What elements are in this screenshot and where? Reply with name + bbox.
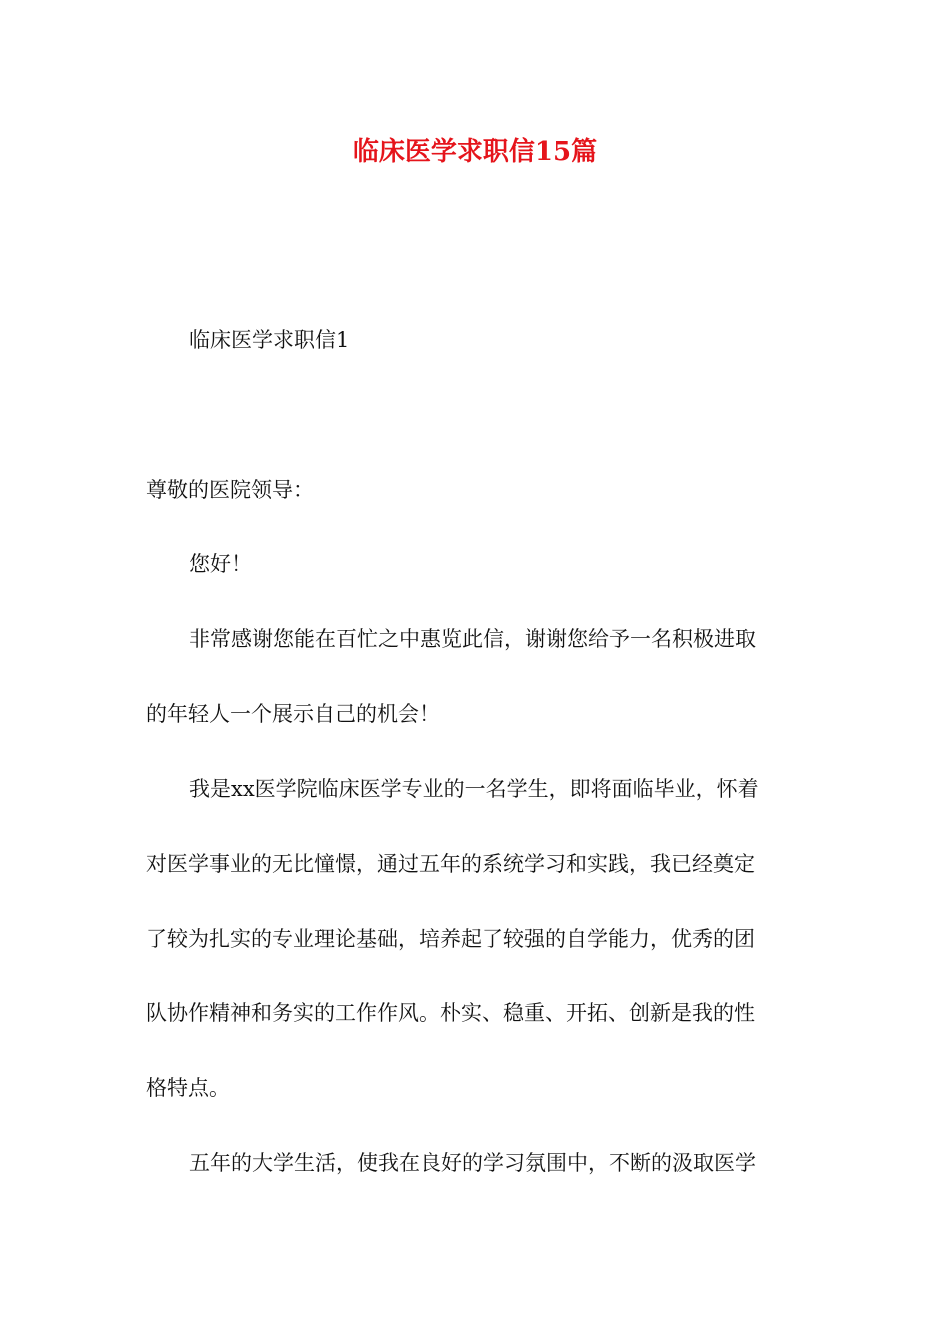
paragraph-line: 格特点。 — [146, 1076, 230, 1100]
paragraph-line: 我是xx医学院临床医学专业的一名学生，即将面临毕业，怀着 — [189, 777, 759, 801]
salutation: 尊敬的医院领导： — [146, 478, 314, 502]
paragraph-line: 五年的大学生活，使我在良好的学习氛围中，不断的汲取医学 — [189, 1151, 756, 1175]
document-title: 临床医学求职信15篇 — [352, 137, 598, 167]
paragraph-line: 的年轻人一个展示自己的机会！ — [146, 702, 440, 726]
paragraph-line: 了较为扎实的专业理论基础，培养起了较强的自学能力，优秀的团 — [146, 927, 755, 951]
paragraph-line: 对医学事业的无比憧憬，通过五年的系统学习和实践，我已经奠定 — [146, 852, 755, 876]
paragraph-line: 队协作精神和务实的工作作风。朴实、稳重、开拓、创新是我的性 — [146, 1001, 755, 1025]
greeting: 您好！ — [189, 552, 252, 576]
paragraph-line: 非常感谢您能在百忙之中惠览此信，谢谢您给予一名积极进取 — [189, 627, 756, 651]
section-heading: 临床医学求职信1 — [189, 328, 350, 352]
